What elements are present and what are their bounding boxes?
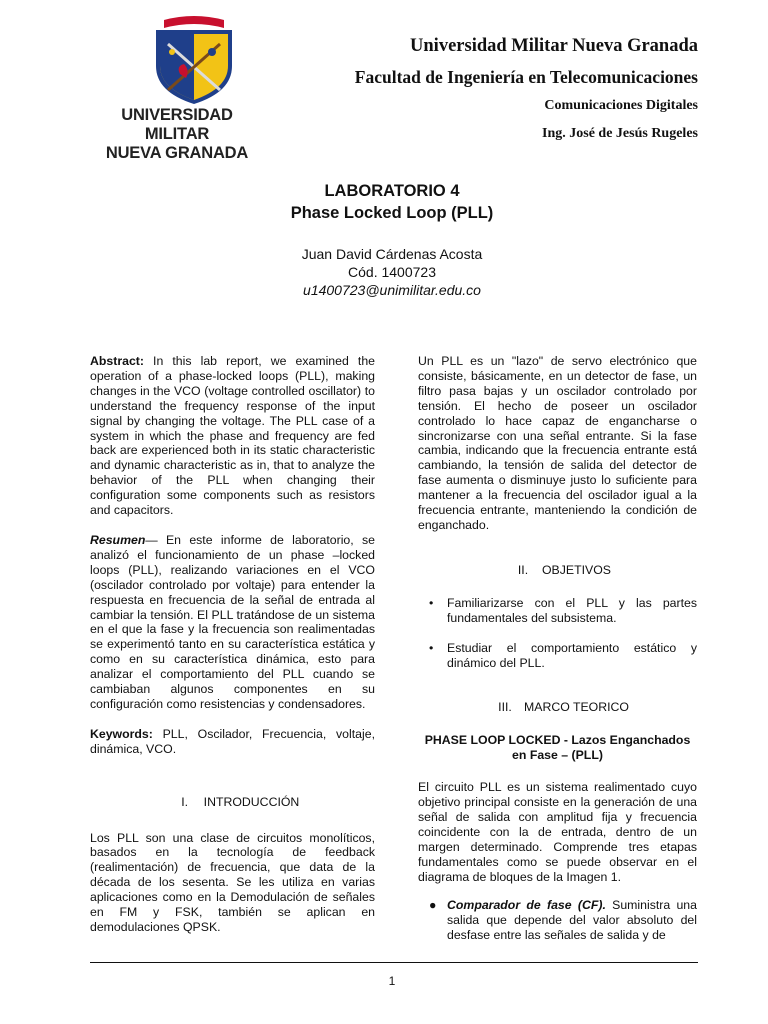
page-title: LABORATORIO 4 xyxy=(324,182,460,200)
list-item xyxy=(418,596,697,626)
page-number: 1 xyxy=(388,974,396,988)
page-subtitle: Phase Locked Loop (PLL) xyxy=(290,204,494,222)
faculty-name: Facultad de Ingeniería en Telecomunicaciones xyxy=(354,67,698,87)
list-item xyxy=(418,641,697,671)
logo-text xyxy=(98,106,256,163)
abstract-text: In this lab report, we examined the operation of a phase-locked loops (PLL), making changes in the VCO (voltage controlled oscillator) to understand the frequency response of the input signal by changing the voltage. The PLL case of a system in which the phase and frequency are fed back are experienced both in its static characteristic and dynamic characteristic as in, that to analyze the behavior of the PLL when changing their configuration some components such as resistors and capacitors. xyxy=(90,354,375,518)
bullet-label: Comparador de fase (CF). xyxy=(447,898,606,913)
section-number: III. xyxy=(498,700,512,715)
abstract-label: Abstract: xyxy=(90,354,144,368)
bullet-icon: • xyxy=(429,640,434,655)
keywords-text: PLL, Oscilador, Frecuencia, voltaje, dinámica, VCO. xyxy=(90,726,375,756)
right-column xyxy=(418,354,697,943)
professor-name: Ing. José de Jesús Rugeles xyxy=(542,126,698,141)
resumen-label: Resumen xyxy=(90,532,146,547)
logo-text-line1: UNIVERSIDAD MILITAR xyxy=(121,106,233,143)
resumen-paragraph xyxy=(90,533,375,712)
logo-text-line2: NUEVA GRANADA xyxy=(105,144,249,162)
author-name: Juan David Cárdenas Acosta xyxy=(301,246,483,262)
list-item xyxy=(418,898,697,943)
bullet-icon: • xyxy=(429,595,434,610)
keywords-label: Keywords: xyxy=(90,726,153,741)
footer-divider xyxy=(90,962,698,963)
author-email: u1400723@unimilitar.edu.co xyxy=(303,282,481,298)
section-title: OBJETIVOS xyxy=(541,562,611,577)
section-title: INTRODUCCIÓN xyxy=(203,794,300,809)
university-name: Universidad Militar Nueva Granada xyxy=(410,36,698,56)
abstract-paragraph xyxy=(90,354,375,518)
subheading-pll xyxy=(418,733,697,763)
objectives-list xyxy=(418,596,697,671)
shield-crest-icon xyxy=(150,14,238,106)
section-heading-marco-teorico xyxy=(418,700,697,715)
intro-paragraph: Los PLL son una clase de circuitos monolíticos, basados en la tecnología de feedback (realimentación) de frecuencia, que data de la década de los sesenta. Se les utiliza en varias aplicaciones como en la Demodulación de señales en FM y FSK, también se aplican en demodulaciones QPSK. xyxy=(90,830,375,934)
bullet-text: Suministra una salida que depende del valor absoluto del desfase entre las señales de salida y de xyxy=(447,898,697,943)
subheading-line1: PHASE LOOP LOCKED - Lazos Enganchados xyxy=(424,733,691,748)
resumen-text: — En este informe de laboratorio, se analizó el funcionamiento de un phase –locked loops (PLL), realizando variaciones en el VCO (oscilador controlado por voltaje) para entender la respuesta en frecuencia de la señal de entrada al cambiar la tensión. El PLL tratándose de un sistema en el que la fase y la frecuencia son realimentadas se experimentó tanto en su característica estática y como en su característica dinámica, esto para analizar el comportamiento del PLL cuando se cambiaban algunos componentes en su configuración como resistencias y condensadores. xyxy=(90,532,375,711)
section-number: II. xyxy=(517,562,529,577)
components-list xyxy=(418,898,697,943)
keywords-paragraph xyxy=(90,727,375,757)
intro-continuation-paragraph: Un PLL es un "lazo" de servo electrónico que consiste, básicamente, en un detector de fase, un filtro pasa bajas y un oscilador controlado por tensión. El hecho de poseer un oscilador controlado lo hace capaz de engancharse o sincronizarse con una señal entrante. Si la fase cambia, indicando que la frecuencia entrante está cambiando, la tensión de salida del detector de fase aumenta o disminuye justo lo suficiente para mantener a la frecuencia del oscilador igual a la frecuencia entrante, manteniendo la condición de enganchado. xyxy=(418,354,697,532)
left-column xyxy=(90,354,375,935)
objective-text: Familiarizarse con el PLL y las partes fundamentales del subsistema. xyxy=(447,595,697,625)
author-code: Cód. 1400723 xyxy=(348,264,436,280)
section-heading-introduccion xyxy=(90,795,375,810)
subheading-line2: en Fase – (PLL) xyxy=(512,748,603,763)
bullet-icon: ● xyxy=(429,898,437,913)
section-title: MARCO TEORICO xyxy=(524,700,629,715)
section-number: I. xyxy=(181,794,189,809)
objective-text: Estudiar el comportamiento estático y dinámico del PLL. xyxy=(447,640,697,670)
course-name: Comunicaciones Digitales xyxy=(544,98,698,113)
theory-paragraph: El circuito PLL es un sistema realimentado cuyo objetivo principal consiste en la generación de una señal de salida con amplitud fija y frecuencia coincidente con la de entrada, dentro de un margen determinado. Comprende tres etapas fundamentales como se puede observar en el diagrama de bloques de la Imagen 1. xyxy=(418,780,697,884)
section-heading-objetivos xyxy=(418,563,697,578)
